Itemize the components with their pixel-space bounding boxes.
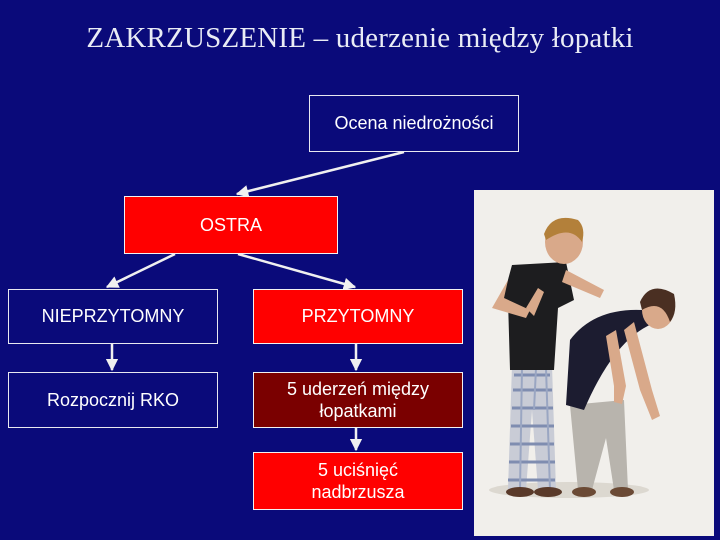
back-blows-photo — [474, 190, 714, 536]
node-label: PRZYTOMNY — [301, 306, 415, 327]
node-uderzen-miedzy-lopatkami — [253, 372, 463, 428]
node-ostra — [124, 196, 338, 254]
node-ocena-niedroznosci — [309, 95, 519, 152]
node-label: Ocena niedrożności — [334, 113, 494, 134]
node-uciskniec-nadbrzusza — [253, 452, 463, 510]
arrow-ocena-to-ostra — [237, 152, 404, 194]
node-nieprzytomny — [8, 289, 218, 344]
node-przytomny — [253, 289, 463, 344]
arrow-ostra-to-nieprzytomny — [107, 254, 175, 287]
node-rozpocznij-rko — [8, 372, 218, 428]
arrow-ostra-to-przytomny — [238, 254, 355, 287]
node-label: Rozpocznij RKO — [46, 389, 180, 410]
node-label: 5 uderzeń między łopatkami — [286, 378, 430, 421]
back-blows-illustration — [474, 190, 714, 536]
slide-title: ZAKRZUSZENIE – uderzenie między łopatki — [86, 22, 634, 54]
node-label: NIEPRZYTOMNY — [41, 306, 185, 327]
node-label: 5 uciśnięć nadbrzusza — [311, 459, 405, 502]
node-label: OSTRA — [199, 214, 262, 235]
